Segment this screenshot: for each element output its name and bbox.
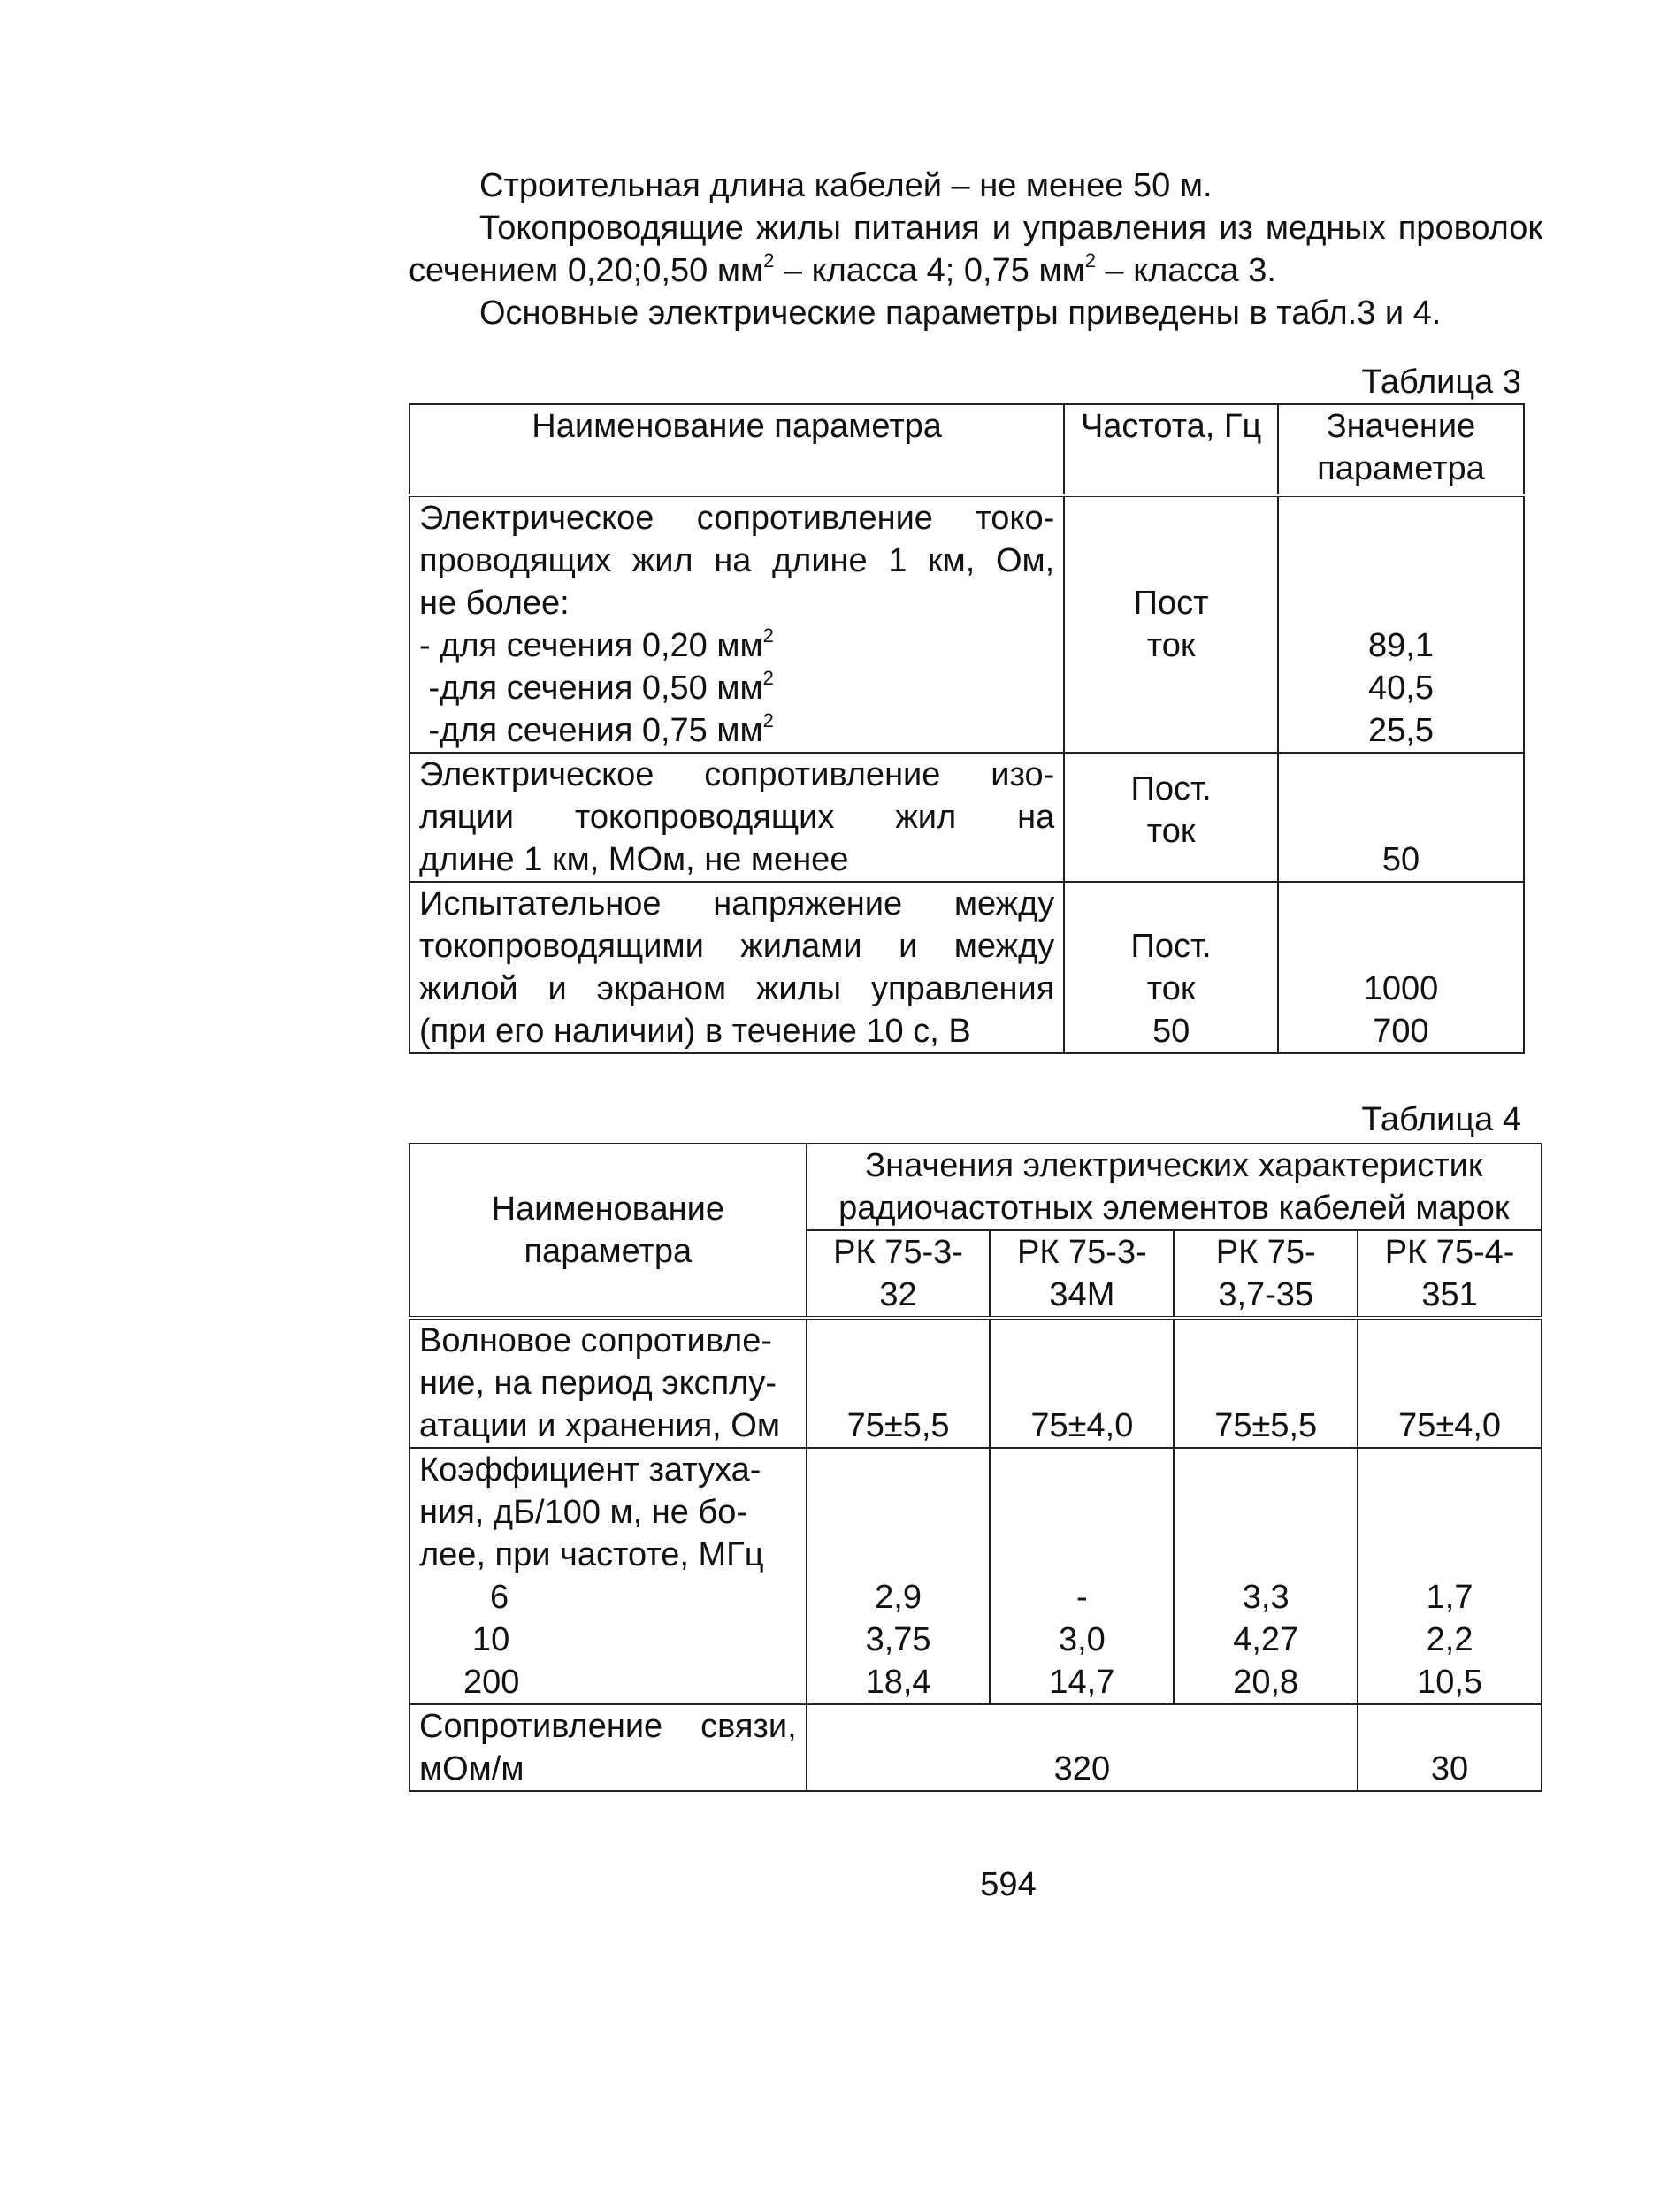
table4-brand-1: РК 75-3- 32 — [807, 1230, 991, 1318]
intro-paragraph-3: Основные электрические параметры приведены в табл.3 и 4. — [479, 295, 1442, 332]
table4-row1-value-1: 75±5,5 — [807, 1318, 991, 1448]
table-row — [409, 1448, 1542, 1704]
table3-caption: Таблица 3 — [1361, 364, 1521, 401]
table3-row3-values: 1000 700 — [1278, 882, 1524, 1053]
table4-row1-value-4: 75±4,0 — [1358, 1318, 1542, 1448]
table4-row2-col-1: 2,9 3,75 18,4 — [807, 1448, 991, 1704]
table4-header-group: Значения электрических характеристик радиочастотных элементов кабелей марок — [807, 1144, 1542, 1230]
table4-row3-value-b: 30 — [1358, 1704, 1542, 1791]
table4-row1-value-2: 75±4,0 — [990, 1318, 1174, 1448]
table4-brand-4: РК 75-4- 351 — [1358, 1230, 1542, 1318]
table-4 — [409, 1143, 1542, 1792]
table-row — [409, 753, 1524, 882]
table3-row2-value: 50 — [1278, 753, 1524, 882]
table4-row3-name: Сопротивление связи, мОм/м — [409, 1704, 807, 1791]
table-row — [409, 882, 1524, 1053]
table4-row2-name: Коэффициент затуха- ния, дБ/100 м, не бо- лее, при частоте, МГц 6 10 200 — [409, 1448, 807, 1704]
table3-header-value: Значение параметра — [1278, 404, 1524, 495]
table4-header-name: Наименование параметра — [409, 1144, 807, 1318]
table3-header-name: Наименование параметра — [409, 404, 1064, 495]
table3-row2-freq: Пост. ток — [1064, 753, 1278, 882]
table3-header-freq: Частота, Гц — [1064, 404, 1278, 495]
table-3 — [409, 403, 1525, 1054]
table3-row1-values: 89,1 40,5 25,5 — [1278, 495, 1524, 753]
table-row — [409, 495, 1524, 753]
table4-row1-name: Волновое сопротивле- ние, на период эксплу- атации и хранения, Ом — [409, 1318, 807, 1448]
table4-row1-value-3: 75±5,5 — [1174, 1318, 1358, 1448]
table3-row1-name: Электрическое сопротивление токо- проводящих жил на длине 1 км, Ом, не более: - для сечения 0,20 $мм^2$ -для сечения 0,50 $мм^2$ -для сечения 0,75 $мм^2$ — [409, 495, 1064, 753]
table4-brand-3: РК 75- 3,7-35 — [1174, 1230, 1358, 1318]
table4-header-row — [409, 1144, 1542, 1230]
table3-row1-freq: Пост ток — [1064, 495, 1278, 753]
page-number: 594 — [980, 1866, 1037, 1903]
table-row — [409, 1704, 1542, 1791]
table3-row3-freq: Пост. ток 50 — [1064, 882, 1278, 1053]
table4-row2-col-4: 1,7 2,2 10,5 — [1358, 1448, 1542, 1704]
table4-row3-value-a: 320 — [807, 1704, 1358, 1791]
intro-paragraph-1: Строительная длина кабелей – не менее 50 м. — [479, 167, 1213, 204]
intro-paragraph-2: Токопроводящие жилы питания и управления из медных проволок сечением 0,20;0,50 $мм^2$ – класса 4; 0,75 $мм^2$ – класса 3. — [409, 210, 1542, 289]
table3-row2-name: Электрическое сопротивление изо- ляции токопроводящих жил на длине 1 км, МОм, не менее — [409, 753, 1064, 882]
table-row — [409, 1318, 1542, 1448]
table3-row3-name: Испытательное напряжение между токопроводящими жилами и между жилой и экраном жилы управления (при его наличии) в течение 10 с, В — [409, 882, 1064, 1053]
table4-caption: Таблица 4 — [1361, 1101, 1521, 1138]
table4-brand-2: РК 75-3- 34М — [990, 1230, 1174, 1318]
table3-header-row — [409, 404, 1524, 495]
table4-row2-col-3: 3,3 4,27 20,8 — [1174, 1448, 1358, 1704]
table4-row2-col-2: - 3,0 14,7 — [990, 1448, 1174, 1704]
